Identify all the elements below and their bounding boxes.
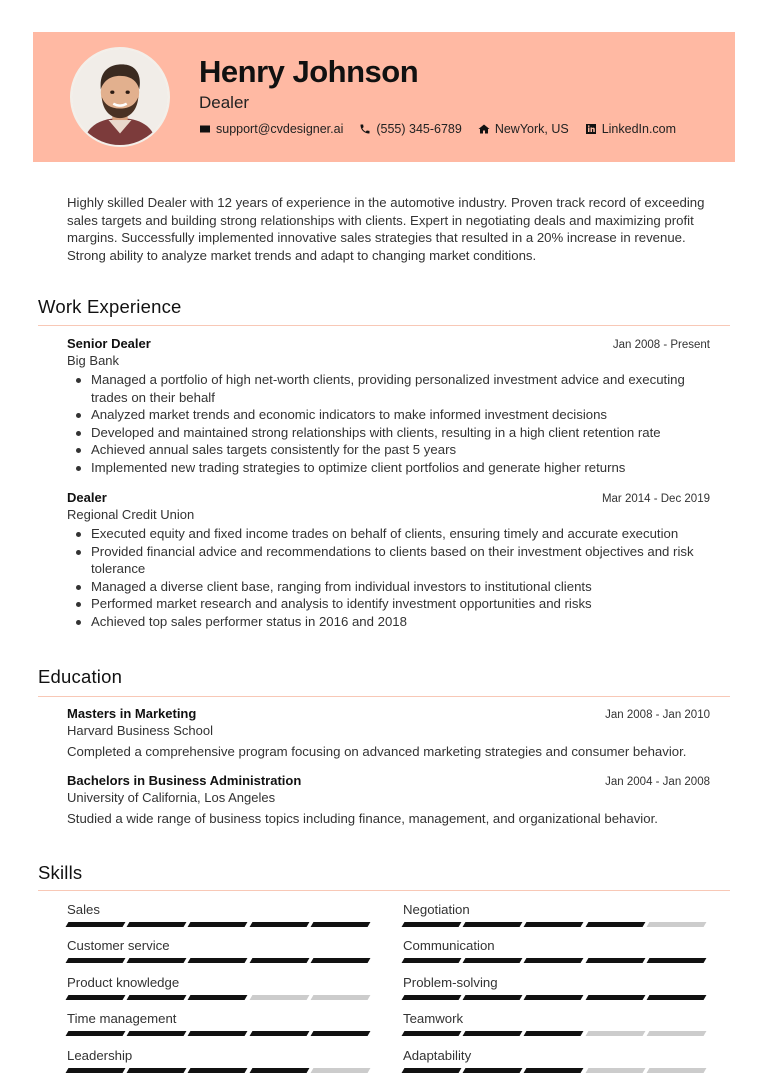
skill-rating-bar: [67, 1068, 373, 1073]
candidate-name: Henry Johnson: [199, 54, 419, 89]
school-name: Harvard Business School: [67, 723, 213, 738]
rating-segment-empty: [310, 1068, 370, 1073]
rating-segment-filled: [402, 1031, 462, 1036]
rating-segment-filled: [646, 958, 706, 963]
rating-segment-filled: [66, 958, 126, 963]
degree-name: Masters in Marketing: [67, 706, 197, 721]
list-item: Performed market research and analysis to identify investment opportunities and risks: [67, 595, 710, 613]
rating-segment-empty: [646, 1031, 706, 1036]
email-text: support@cvdesigner.ai: [216, 122, 344, 136]
rating-segment-filled: [646, 995, 706, 1000]
skill-rating-bar: [67, 958, 373, 963]
phone-text: (555) 345-6789: [376, 122, 462, 136]
work-experience-heading: Work Experience: [38, 296, 182, 317]
contact-linkedin[interactable]: [585, 122, 676, 136]
list-item: Developed and maintained strong relationships with clients, resulting in a high client retention rate: [67, 424, 710, 442]
rating-segment-filled: [463, 995, 523, 1000]
education-heading: Education: [38, 666, 123, 687]
education-entry: [67, 706, 710, 759]
rating-segment-empty: [646, 922, 706, 927]
rating-segment-filled: [524, 1031, 584, 1036]
profile-photo: [72, 49, 168, 145]
rating-segment-filled: [402, 922, 462, 927]
rating-segment-filled: [66, 922, 126, 927]
list-item: Implemented new trading strategies to optimize client portfolios and generate higher returns: [67, 459, 710, 477]
rating-segment-filled: [463, 1068, 523, 1073]
professional-summary: Highly skilled Dealer with 12 years of experience in the automotive industry. Proven track record of exceeding sales targets and building strong relationships with clients. Expert in negotiating deals and maximizing profit margins. Successfully implemented innovative sales strategies that resulted in a 20% increase in revenue. Strong ability to analyze market trends and adapt to changing market conditions.: [67, 195, 705, 263]
skill-name: Customer service: [67, 938, 170, 953]
list-item: Managed a portfolio of high net-worth clients, providing personalized investment advice and executing trades on their behalf: [67, 371, 710, 406]
envelope-icon: [199, 123, 211, 135]
rating-segment-empty: [585, 1068, 645, 1073]
job-bullets: [67, 371, 710, 476]
rating-segment-empty: [310, 995, 370, 1000]
school-name: University of California, Los Angeles: [67, 790, 276, 805]
rating-segment-filled: [402, 958, 462, 963]
rating-segment-filled: [66, 995, 126, 1000]
skill-item: [67, 1011, 373, 1036]
contact-email[interactable]: [199, 122, 343, 136]
rating-segment-filled: [585, 922, 645, 927]
skill-rating-bar: [403, 1068, 709, 1073]
skill-item: [67, 938, 373, 963]
rating-segment-filled: [585, 995, 645, 1000]
rating-segment-filled: [127, 958, 187, 963]
list-item: Analyzed market trends and economic indicators to make informed investment decisions: [67, 406, 710, 424]
skill-rating-bar: [403, 922, 709, 927]
skill-name: Leadership: [67, 1048, 133, 1063]
rating-segment-filled: [127, 1031, 187, 1036]
skill-name: Communication: [403, 938, 495, 953]
rating-segment-filled: [524, 1068, 584, 1073]
rating-segment-filled: [463, 922, 523, 927]
rating-segment-empty: [585, 1031, 645, 1036]
work-entry: [67, 490, 710, 630]
education-date: Jan 2008 - Jan 2010: [605, 709, 710, 721]
degree-name: Bachelors in Business Administration: [67, 773, 302, 788]
skill-name: Teamwork: [403, 1011, 464, 1026]
skill-item: [403, 1048, 709, 1073]
rating-segment-filled: [249, 1031, 309, 1036]
contact-list: [199, 122, 692, 136]
contact-phone[interactable]: [359, 122, 461, 136]
list-item: Achieved annual sales targets consistently for the past 5 years: [67, 441, 710, 459]
rating-segment-filled: [585, 958, 645, 963]
linkedin-icon: [585, 123, 597, 135]
rating-segment-filled: [249, 958, 309, 963]
rating-segment-filled: [524, 958, 584, 963]
skill-item: [67, 975, 373, 1000]
list-item: Achieved top sales performer status in 2016 and 2018: [67, 613, 710, 631]
list-item: Managed a diverse client base, ranging from individual investors to institutional clients: [67, 578, 710, 596]
list-item: Executed equity and fixed income trades on behalf of clients, ensuring timely and accurate execution: [67, 525, 710, 543]
rating-segment-filled: [127, 1068, 187, 1073]
skill-rating-bar: [67, 995, 373, 1000]
job-role: Dealer: [67, 490, 107, 505]
rating-segment-filled: [127, 995, 187, 1000]
section-divider: [38, 890, 730, 891]
job-title: Dealer: [199, 93, 250, 112]
skill-rating-bar: [67, 1031, 373, 1036]
skill-name: Negotiation: [403, 902, 470, 917]
job-company: Regional Credit Union: [67, 507, 195, 522]
rating-segment-filled: [66, 1068, 126, 1073]
job-date: Mar 2014 - Dec 2019: [601, 493, 710, 505]
skill-name: Adaptability: [403, 1048, 472, 1063]
rating-segment-empty: [646, 1068, 706, 1073]
rating-segment-filled: [127, 922, 187, 927]
skill-rating-bar: [403, 995, 709, 1000]
job-bullets: [67, 525, 710, 630]
section-divider: [38, 325, 730, 326]
education-date: Jan 2004 - Jan 2008: [605, 776, 710, 788]
list-item: Provided financial advice and recommendations to clients based on their investment objectives and risk tolerance: [67, 543, 710, 578]
rating-segment-filled: [66, 1031, 126, 1036]
skill-item: [403, 975, 709, 1000]
skill-rating-bar: [403, 958, 709, 963]
education-description: Studied a wide range of business topics including finance, management, and organizational behavior.: [67, 811, 658, 826]
rating-segment-filled: [310, 958, 370, 963]
skill-item: [403, 1011, 709, 1036]
rating-segment-filled: [310, 1031, 370, 1036]
skills-heading: Skills: [38, 862, 83, 883]
rating-segment-empty: [249, 995, 309, 1000]
education-entry: [67, 773, 710, 826]
skill-item: [403, 938, 709, 963]
phone-icon: [359, 123, 371, 135]
skill-item: [67, 902, 373, 927]
job-company: Big Bank: [67, 353, 120, 368]
skill-item: [67, 1048, 373, 1073]
location-text: NewYork, US: [494, 122, 569, 136]
rating-segment-filled: [188, 995, 248, 1000]
rating-segment-filled: [310, 922, 370, 927]
skill-item: [403, 902, 709, 927]
skill-name: Product knowledge: [67, 975, 180, 990]
home-icon: [478, 123, 490, 135]
skill-name: Time management: [67, 1011, 177, 1026]
rating-segment-filled: [249, 1068, 309, 1073]
skill-rating-bar: [67, 922, 373, 927]
resume-header: [33, 32, 735, 162]
skill-rating-bar: [403, 1031, 709, 1036]
rating-segment-filled: [402, 1068, 462, 1073]
rating-segment-filled: [249, 922, 309, 927]
rating-segment-filled: [188, 922, 248, 927]
rating-segment-filled: [188, 1068, 248, 1073]
skill-name: Problem-solving: [403, 975, 498, 990]
rating-segment-filled: [188, 958, 248, 963]
rating-segment-filled: [524, 922, 584, 927]
work-entry: [67, 336, 710, 476]
rating-segment-filled: [188, 1031, 248, 1036]
education-description: Completed a comprehensive program focusing on advanced marketing strategies and consumer behavior.: [67, 744, 687, 759]
skill-name: Sales: [67, 902, 100, 917]
linkedin-text: LinkedIn.com: [601, 122, 677, 136]
rating-segment-filled: [463, 1031, 523, 1036]
rating-segment-filled: [402, 995, 462, 1000]
section-divider: [38, 696, 730, 697]
job-date: Jan 2008 - Present: [612, 339, 710, 351]
job-role: Senior Dealer: [67, 336, 151, 351]
rating-segment-filled: [524, 995, 584, 1000]
rating-segment-filled: [463, 958, 523, 963]
avatar: [70, 47, 170, 147]
contact-location: [478, 122, 569, 136]
